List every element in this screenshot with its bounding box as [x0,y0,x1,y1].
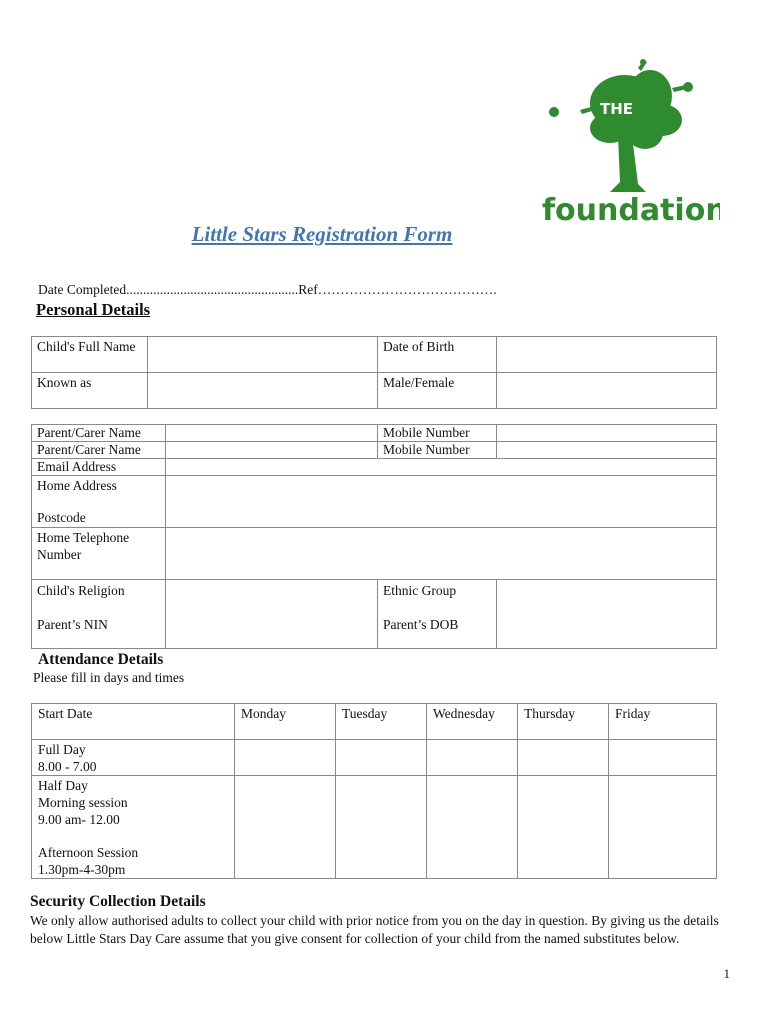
religion-text: Child's Religion [37,583,125,598]
religion-nin-field[interactable] [166,580,378,649]
svg-text:foundation: foundation [542,193,720,228]
security-text: We only allow authorised adults to collect your child with prior notice from you on the day in question. By giving us the details below Little Stars Day Care assume that you give consent for collection of your child from the named substitutes below. [30,913,719,946]
day-wednesday: Wednesday [427,704,518,740]
full-day-friday[interactable] [609,740,717,776]
parent-carer-field-2[interactable] [166,442,378,459]
full-day-wednesday[interactable] [427,740,518,776]
home-telephone-field[interactable] [166,528,717,580]
date-of-birth-label: Date of Birth [378,337,497,373]
date-of-birth-field[interactable] [497,337,717,373]
half-day-friday[interactable] [609,776,717,879]
morning-times: 9.00 am- 12.00 [38,812,120,827]
known-as-label: Known as [32,373,148,409]
personal-details-table [31,336,717,409]
known-as-field[interactable] [148,373,378,409]
parent-dob-text: Parent’s DOB [383,617,459,632]
start-date-label: Start Date [32,704,235,740]
afternoon-session-text: Afternoon Session [38,845,139,860]
home-address-field[interactable] [166,476,717,528]
day-monday: Monday [235,704,336,740]
childs-full-name-label: Child's Full Name [32,337,148,373]
parent-nin-text: Parent’s NIN [37,617,108,632]
afternoon-times: 1.30pm-4-30pm [38,862,126,877]
email-label: Email Address [32,459,166,476]
parent-carer-label-2: Parent/Carer Name [32,442,166,459]
morning-session-text: Morning session [38,795,128,810]
page-number: 1 [723,966,730,981]
attendance-heading: Attendance Details [38,651,164,668]
parent-carer-field-1[interactable] [166,425,378,442]
full-day-text: Full Day [38,742,86,757]
attendance-subtitle: Please fill in days and times [33,670,185,685]
home-telephone-label: Home Telephone Number [32,528,166,580]
parent-carer-label-1: Parent/Carer Name [32,425,166,442]
mobile-field-2[interactable] [497,442,717,459]
security-heading: Security Collection Details [30,893,206,910]
email-field[interactable] [166,459,717,476]
half-day-text: Half Day [38,778,88,793]
attendance-table [31,703,717,879]
day-tuesday: Tuesday [336,704,427,740]
full-day-thursday[interactable] [518,740,609,776]
half-day-tuesday[interactable] [336,776,427,879]
ethnic-dob-label [378,580,497,649]
half-day-thursday[interactable] [518,776,609,879]
mobile-label-2: Mobile Number [378,442,497,459]
day-friday: Friday [609,704,717,740]
half-day-monday[interactable] [235,776,336,879]
half-day-label [32,776,235,879]
full-day-monday[interactable] [235,740,336,776]
mobile-label-1: Mobile Number [378,425,497,442]
male-female-field[interactable] [497,373,717,409]
full-day-label [32,740,235,776]
ethnic-dob-field[interactable] [497,580,717,649]
date-completed-line: Date Completed...................................................Ref…………………………………. [38,282,497,297]
svg-text:THE: THE [600,100,634,118]
form-title: Little Stars Registration Form [191,222,453,246]
postcode-text: Postcode [37,510,86,525]
religion-nin-label [32,580,166,649]
full-day-times: 8.00 - 7.00 [38,759,97,774]
childs-full-name-field[interactable] [148,337,378,373]
day-thursday: Thursday [518,704,609,740]
full-day-tuesday[interactable] [336,740,427,776]
home-address-text: Home Address [37,478,117,493]
oak-foundation-logo [540,58,720,228]
personal-details-heading: Personal Details [36,300,151,319]
ethnic-group-text: Ethnic Group [383,583,457,598]
mobile-field-1[interactable] [497,425,717,442]
half-day-wednesday[interactable] [427,776,518,879]
home-address-label [32,476,166,528]
parent-details-table [31,424,717,649]
male-female-label: Male/Female [378,373,497,409]
